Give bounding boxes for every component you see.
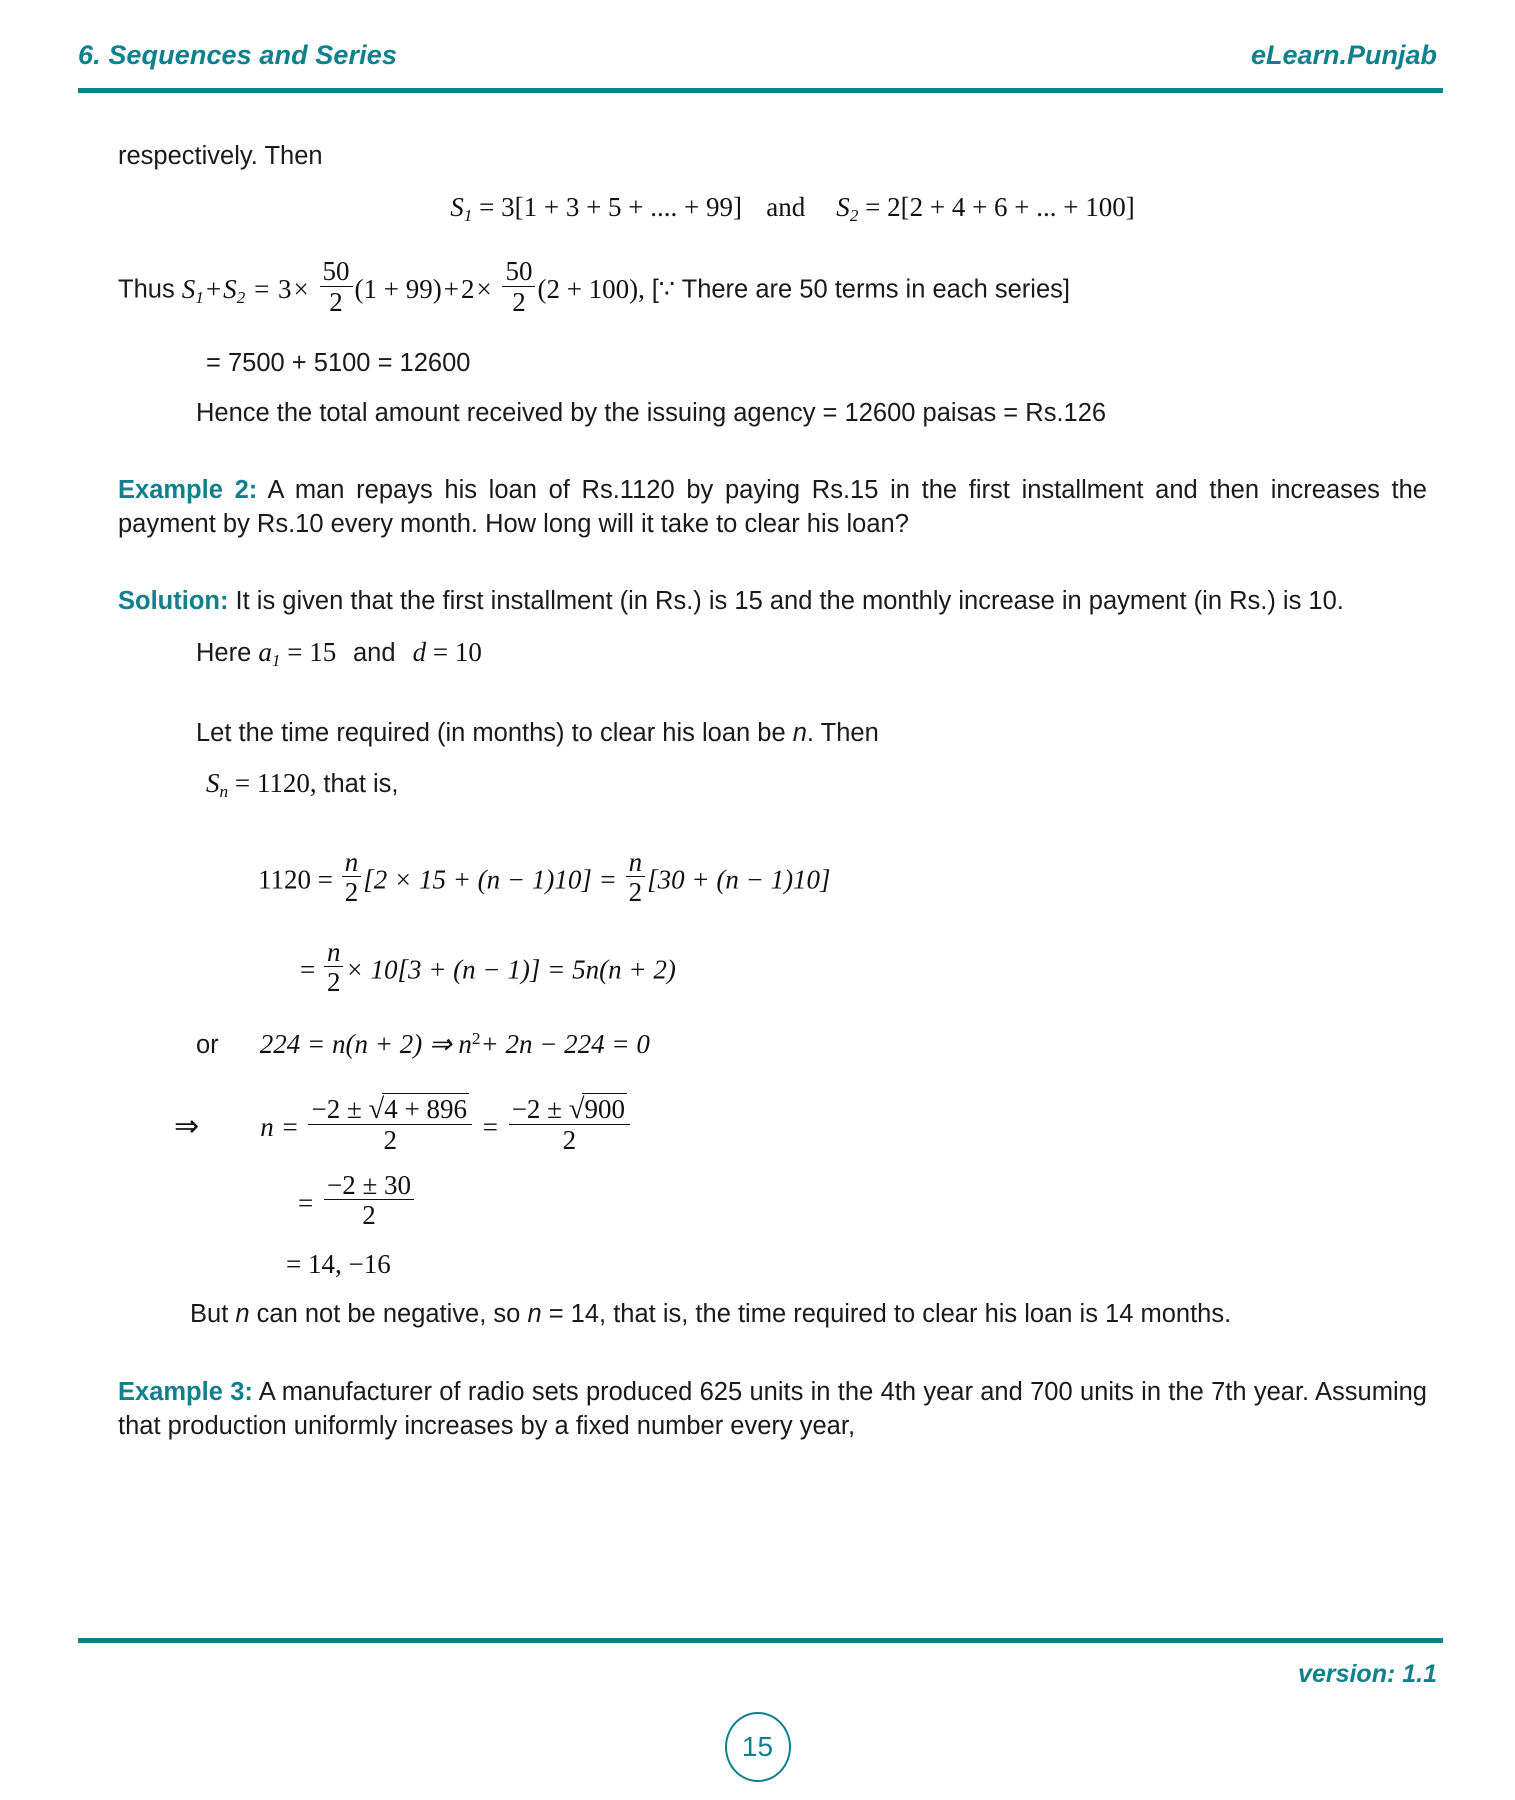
eq-s2-symbol: S <box>836 191 850 222</box>
thus-fraction-1 <box>320 257 353 317</box>
quad-frac1-prefix: −2 ± <box>311 1093 362 1124</box>
thus-frac2-den: 2 <box>502 286 535 317</box>
thus-frac1-den: 2 <box>320 286 353 317</box>
sum-result: = 7500 + 5100 = 12600 <box>206 348 471 377</box>
sn-value: = 1120, <box>234 768 317 799</box>
here-d-symbol: d <box>412 637 427 668</box>
thus-group-1: (1 + 99) <box>354 273 442 304</box>
thus-fraction-2 <box>502 257 535 317</box>
sn-equation <box>206 768 323 802</box>
eq1120-fraction-1 <box>342 848 362 908</box>
but-pre: But <box>190 1300 236 1329</box>
sn-subscript: n <box>219 782 229 802</box>
example-3-text: A manufacturer of radio sets produced 625 units in the 4th year and 700 units in the 7th year. Assuming that production uniformly increases by a fixed number every year, <box>118 1378 1427 1440</box>
thus-s2-sub: 2 <box>236 287 246 307</box>
quad-frac3-den: 2 <box>324 1199 414 1230</box>
quad-equals-1: = <box>282 1111 298 1142</box>
eq2-frac-num: n <box>326 936 341 967</box>
page-header <box>78 40 1437 88</box>
header-divider <box>78 88 1443 93</box>
version-label: version: 1.1 <box>1298 1660 1437 1688</box>
quad-equals-2: = <box>482 1111 498 1142</box>
quad-frac2-prefix: −2 ± <box>511 1093 562 1124</box>
thus-equation <box>181 256 652 317</box>
eq1120-frac2-num: n <box>628 847 643 878</box>
let-line-variable: n <box>792 718 807 747</box>
eq-conjunction: and <box>766 191 806 222</box>
thus-plus: + <box>205 273 222 304</box>
solution-label: Solution: <box>118 587 229 616</box>
page-content <box>118 140 1427 1443</box>
thus-frac1-num: 50 <box>322 256 350 287</box>
or-equation <box>260 1029 650 1059</box>
or-label: or <box>196 1031 219 1060</box>
eq1120-fraction-2 <box>626 848 646 908</box>
equation-s1-s2 <box>118 190 1427 228</box>
but-post: = 14, that is, the time required to clear his loan is 14 months. <box>541 1300 1232 1329</box>
page-number-value: 15 <box>741 1731 774 1762</box>
line-respectively: respectively. Then <box>118 142 323 170</box>
thus-plus-2: + <box>443 273 459 304</box>
quad-fraction-3 <box>324 1171 414 1231</box>
quad-frac1-num <box>308 1093 471 1124</box>
quadratic-roots: = 14, −16 <box>286 1248 391 1279</box>
quad-frac2-den: 2 <box>509 1124 630 1155</box>
here-d-value: = 10 <box>432 637 482 668</box>
let-line-pre: Let the time required (in months) to clear his loan be <box>196 718 793 747</box>
eq1120-frac1-den: 2 <box>342 876 362 907</box>
eq1120-frac2-den: 2 <box>626 876 646 907</box>
but-mid: can not be negative, so <box>249 1300 528 1329</box>
solution-text: It is given that the first installment (in Rs.) is 15 and the monthly increase in payment (in Rs.) is 10. <box>228 587 1344 616</box>
let-line-post: . Then <box>806 718 879 747</box>
or-line <box>196 1027 1427 1063</box>
eq2-rest: × 10[3 + (n − 1)] = 5n(n + 2) <box>345 954 676 985</box>
quad-frac3-num: −2 ± 30 <box>326 1170 412 1201</box>
thus-s2-symbol: S <box>223 273 237 304</box>
here-d-equation <box>413 637 482 667</box>
or-eq-part-a: 224 = n(n + 2) ⇒ n <box>259 1029 472 1060</box>
eq1120-rhs: [30 + (n − 1)10] <box>647 864 831 895</box>
thus-note: [∵ There are 50 terms in each series] <box>651 275 1070 304</box>
quadratic-equation <box>260 1092 632 1155</box>
sqrt-icon-1: √4 + 896 <box>368 1092 467 1125</box>
here-conjunction: and <box>353 639 396 668</box>
equation-1120 <box>258 848 1427 908</box>
eq1120-mid: [2 × 15 + (n − 1)10] = <box>363 864 617 895</box>
example-3-label: Example 3: <box>118 1378 253 1406</box>
eq-s2-subscript: 2 <box>849 205 859 225</box>
here-equation <box>258 637 343 670</box>
hence-line: Hence the total amount received by the issuing agency = 12600 paisas = Rs.126 <box>196 398 1107 427</box>
eq-s1-symbol: S <box>450 191 464 222</box>
eq2-frac-den: 2 <box>324 966 344 997</box>
thus-coef-3: 3 <box>278 273 292 304</box>
quad-fraction-1 <box>308 1093 471 1155</box>
eq2-fraction <box>324 938 344 998</box>
equation-second-step <box>300 938 1427 998</box>
quadratic-step-3 <box>296 1171 1427 1231</box>
example-2-paragraph <box>118 474 1427 541</box>
brand-label: eLearn.Punjab <box>1250 40 1437 70</box>
quad-n-symbol: n <box>260 1111 274 1142</box>
thus-frac2-num: 50 <box>505 256 533 287</box>
eq1120-frac1-num: n <box>344 847 359 878</box>
quad-frac1-den: 2 <box>308 1124 471 1155</box>
quad-frac2-radicand: 900 <box>584 1093 625 1124</box>
thus-times-2: × <box>476 273 492 304</box>
or-eq-exponent: 2 <box>471 1029 481 1049</box>
thus-line <box>118 257 1427 317</box>
or-eq-part-b: + 2n − 224 = 0 <box>480 1029 650 1060</box>
here-a-symbol: a <box>258 637 272 668</box>
eq2-equals: = <box>300 954 316 985</box>
thus-group-2: (2 + 100), <box>537 273 645 304</box>
here-a-value: = 15 <box>287 637 337 668</box>
let-line <box>196 717 1427 751</box>
here-a-subscript: 1 <box>271 650 281 670</box>
but-paragraph <box>118 1298 1427 1332</box>
example-3-paragraph <box>118 1376 1427 1443</box>
example-2-text: A man repays his loan of Rs.1120 by paying Rs.15 in the first installment and then increases the payment by Rs.10 every month. How long will it take to clear his loan? <box>118 476 1427 538</box>
here-label: Here <box>196 639 252 668</box>
sqrt-icon-2: √900 <box>568 1092 625 1125</box>
thus-label: Thus <box>118 275 175 304</box>
eq-s2-expression: = 2[2 + 4 + 6 + ... + 100] <box>865 191 1135 222</box>
eq-s1-subscript: 1 <box>463 205 473 225</box>
quad-fraction-2 <box>509 1093 630 1155</box>
sn-that-is: that is, <box>323 770 399 799</box>
quadratic-line <box>174 1093 1427 1155</box>
thus-s-symbol: S <box>181 273 196 304</box>
solution-paragraph <box>118 585 1427 619</box>
sn-symbol: S <box>206 768 220 799</box>
quad-frac2-num <box>509 1093 630 1124</box>
but-variable-2: n <box>527 1300 542 1329</box>
quad3-equals: = <box>298 1187 314 1218</box>
thus-coef-2: 2 <box>460 273 475 304</box>
footer-divider <box>78 1638 1443 1643</box>
thus-equals: = <box>254 273 270 304</box>
page-number-badge <box>725 1712 791 1782</box>
implies-icon: ⇒ <box>174 1109 200 1143</box>
eq-s1-expression: = 3[1 + 3 + 5 + .... + 99] <box>479 191 742 222</box>
thus-s1-sub: 1 <box>195 287 204 307</box>
example-2-label: Example 2: <box>118 476 258 505</box>
thus-times-1: × <box>293 273 309 304</box>
here-line <box>196 635 1427 673</box>
quad-frac1-radicand: 4 + 896 <box>384 1093 467 1124</box>
chapter-title: 6. Sequences and Series <box>78 40 397 70</box>
sn-line <box>206 766 1427 804</box>
eq1120-lhs: 1120 = <box>258 864 333 895</box>
but-variable-1: n <box>235 1300 250 1329</box>
